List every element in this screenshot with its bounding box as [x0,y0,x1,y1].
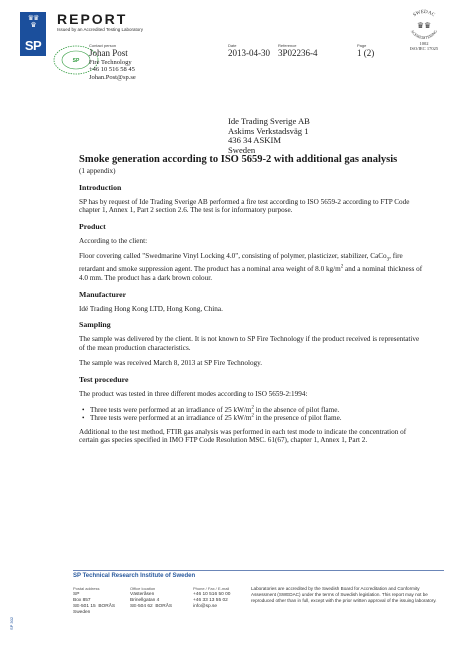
swedac-top-text: SWEDAC [412,9,436,19]
test-procedure-text: Additional to the test method, FTIR gas analysis was performed in each test mode to indicate the concentration of certain gas species specified in IMO FTP Code Resolution MSC. 61(67), chapter 1, Annex 1, Part 2. [79,427,407,445]
date-value: 2013-04-30 [228,48,270,58]
test-procedure-heading: Test procedure [79,374,129,384]
recipient-street: Askims Verkstadsväg 1 [228,125,309,136]
footer-office-label: Office location [130,586,156,591]
contact-department: Fire Technology [89,59,132,66]
date-label: Date [228,43,237,48]
svg-text:SWEDAC [412,10,436,19]
crowns-icon: ♛♛ ♛ [27,14,39,29]
reference-label: Reference [278,43,297,48]
bullet-1-a: Three tests were performed at an irradiance of 25 kW/m [90,405,252,414]
test-bullets [79,406,424,423]
footer-office-lines: Västeråsen Brinellgatan 4 SE-504 62 BORÅS [130,592,173,610]
accreditation-line: Issued by an Accredited Testing Laboratory [57,27,143,32]
test-bullet-2 [82,413,424,423]
report-heading: Smoke generation according to ISO 5659-2 with additional gas analysis [79,154,398,165]
footer-institute: SP Technical Research Institute of Sweden [73,573,196,579]
bullet-icon: • [82,405,85,414]
page-value: 1 (2) [357,48,375,58]
contact-name: Johan Post [89,48,128,58]
product-text-b: , fire retardant and smoke suppression agent. The product has a nominal area weight of 8.0 kg/m [79,252,403,274]
appendix-note: (1 appendix) [79,167,116,175]
bullet-1-sup: 2 [251,405,254,411]
footer-phone-label: Phone / Fax / E-mail [193,586,230,591]
bullet-2-sup: 2 [251,413,254,419]
sampling-text-1: The sample was delivered by the client. It is not known to SP Fire Technology if the product received is representative of the mean production characteristics. [79,335,420,352]
introduction-heading: Introduction [79,182,122,192]
product-text-c: and a nominal thickness of 4.0 mm. The product has a dark brown colour. [79,265,423,282]
reference-value: 3P02236-4 [278,48,318,58]
sampling-heading: Sampling [79,320,111,330]
swedac-seal [403,8,445,52]
svg-text:ACKREDITERING [410,29,438,40]
test-bullet-1 [82,405,424,415]
contact-details [89,59,136,81]
product-heading: Product [79,221,106,231]
bullet-1-b: in the absence of pilot flame. [253,405,340,414]
footer-legal: Laboratories are accredited by the Swedish Board for Accreditation and Conformity Assessment (SWEDAC) under the terms of Swedish legislation. This report may not be reproduced other than in full, except with the prior written approval of the issuing laboratory. [251,586,437,604]
svg-text:♛♛: ♛♛ [416,21,432,30]
swedac-number: 1002 [419,41,429,46]
swedac-standard: ISO/IEC 17025 [409,46,439,51]
contact-label: Contact person [89,43,117,48]
test-procedure-intro: The product was tested in three different modes according to ISO 5659-2:1994: [79,389,308,398]
contact-phone: +46 10 516 58 45 [89,66,135,74]
product-intro: According to the client: [79,236,148,245]
product-sub-a: 3 [386,257,390,263]
bullet-2-b: in the presence of pilot flame. [253,414,342,423]
swedac-seal-icon [403,8,445,42]
sp-logo-text: SP [24,38,42,53]
footer-postal-label: Postal address [73,586,100,591]
sp-logo [20,12,46,56]
footer-divider [73,570,444,571]
recipient-company: Ide Trading Sverige AB [228,116,310,126]
report-body [79,154,424,445]
product-sup-b: 2 [340,265,344,271]
sampling-text-2: The sample was received March 8, 2013 at SP Fire Technology. [79,359,263,368]
side-code: SP 302 [9,616,14,630]
introduction-text: SP has by request of Ide Trading Sverige AB performed a fire test according to ISO 5659-2 according to FTP Code chapter 1, Annex 1, Part 2 section 2.6. The test is for informatory purpose. [79,197,410,215]
bullet-2-a: Three tests were performed at an irradiance of 25 kW/m [90,414,252,423]
page-label: Page [357,43,367,48]
swedac-bottom-text: ACKREDITERING [409,28,439,41]
swedac-caption [403,41,445,51]
product-description [79,252,424,282]
contact-email[interactable]: Johan.Post@sp.se [89,73,136,81]
report-title: REPORT [57,11,128,27]
footer-postal-lines: SP Box 857 SE-501 15 BORÅS Sweden [73,592,116,616]
svg-text:SP: SP [72,58,80,64]
bullet-icon: • [82,414,85,423]
recipient-postal: 436 34 ASKIM [228,135,282,146]
manufacturer-text: Idé Trading Hong Kong LTD, Hong Kong, China. [79,304,223,313]
footer-phone-lines: +46 10 516 50 00 +46 33 13 55 02 info@sp.se [193,592,231,610]
recipient-address [228,117,310,155]
manufacturer-heading: Manufacturer [79,289,127,299]
recipient-country: Sweden [228,144,256,155]
product-text-a: Floor covering called "Swedmarine Vinyl Locking 4.0", consisting of polymer, plasticizer, stabilizer, CaCo [79,252,387,261]
